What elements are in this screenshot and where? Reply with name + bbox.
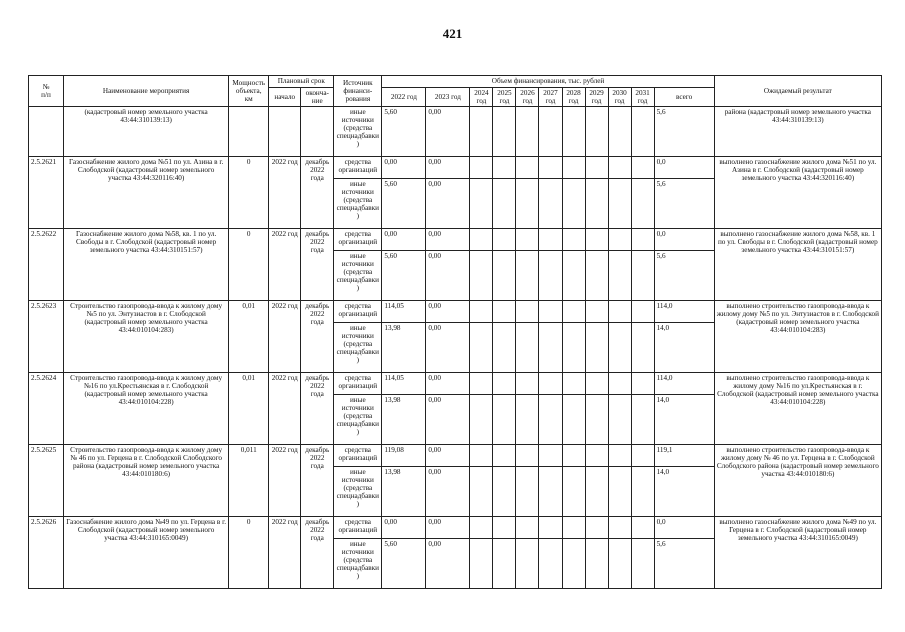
cell-empty (493, 251, 516, 301)
cell-empty (470, 251, 493, 301)
row-end: декабрь 2022 года (301, 301, 334, 373)
row-source: средства организаций (334, 517, 382, 539)
row-source: иные источники (средства спецнадбавки) (334, 323, 382, 373)
cell-empty (493, 517, 516, 539)
header-year: 2025 год (493, 88, 516, 107)
cell-empty (539, 395, 562, 445)
cell-total: 14,0 (654, 395, 714, 445)
row-source: иные источники (средства спецнадбавки) (334, 107, 382, 157)
row-start: 2022 год (269, 517, 301, 589)
header-end: оконча-ние (301, 88, 334, 107)
cell-total: 119,1 (654, 445, 714, 467)
row-source: иные источники (средства спецнадбавки) (334, 539, 382, 589)
cell-2022: 13,98 (382, 323, 426, 373)
row-source: средства организаций (334, 445, 382, 467)
cell-2023: 0,00 (426, 517, 470, 539)
cell-empty (516, 323, 539, 373)
row-source: иные источники (средства спецнадбавки) (334, 179, 382, 229)
cell-2023: 0,00 (426, 467, 470, 517)
cell-empty (539, 539, 562, 589)
row-number: 2.5.2626 (29, 517, 64, 589)
cell-empty (493, 467, 516, 517)
cell-empty (562, 373, 585, 395)
cell-total: 5,6 (654, 179, 714, 229)
cell-empty (470, 157, 493, 179)
cell-2023: 0,00 (426, 445, 470, 467)
cell-empty (608, 251, 631, 301)
cell-empty (539, 467, 562, 517)
cell-empty (539, 229, 562, 251)
cell-empty (470, 467, 493, 517)
row-end: декабрь 2022 года (301, 373, 334, 445)
row-end: декабрь 2022 года (301, 229, 334, 301)
cell-empty (608, 517, 631, 539)
row-number: 2.5.2624 (29, 373, 64, 445)
cell-empty (608, 323, 631, 373)
cell-total: 5,6 (654, 107, 714, 157)
row-source: средства организаций (334, 229, 382, 251)
row-name: (кадастровый номер земельного участка 43:44:310139:13) (64, 107, 229, 157)
cell-2022: 5,60 (382, 539, 426, 589)
cell-empty (631, 395, 654, 445)
cell-2022: 114,05 (382, 301, 426, 323)
row-source: иные источники (средства спецнадбавки) (334, 467, 382, 517)
cell-empty (539, 251, 562, 301)
row-name: Строительство газопровода-ввода к жилому дому №16 по ул.Крестьянская в г. Слободской (кадастровый номер земельного участка 43:44:010104:228) (64, 373, 229, 445)
cell-empty (608, 301, 631, 323)
header-name: Наименование мероприятия (64, 76, 229, 107)
table-row-continuation (29, 107, 882, 157)
cell-empty (585, 179, 608, 229)
row-number: 2.5.2622 (29, 229, 64, 301)
cell-empty (562, 395, 585, 445)
header-year: 2026 год (516, 88, 539, 107)
table-row (29, 445, 882, 467)
cell-empty (631, 539, 654, 589)
financing-table (28, 75, 882, 589)
cell-empty (562, 323, 585, 373)
cell-total: 0,0 (654, 229, 714, 251)
cell-empty (585, 323, 608, 373)
row-power: 0,01 (229, 301, 269, 373)
cell-total: 114,0 (654, 373, 714, 395)
row-name: Строительство газопровода-ввода к жилому дому № 46 по ул. Герцена в г. Слободской Слободского района (кадастровый номер земельного участка 43:44:010180:6) (64, 445, 229, 517)
cell-empty (608, 395, 631, 445)
header-year: 2027 год (539, 88, 562, 107)
cell-empty (608, 467, 631, 517)
cell-empty (608, 179, 631, 229)
row-source: средства организаций (334, 373, 382, 395)
row-result: выполнено газоснабжение жилого дома №58, кв. 1 по ул. Свободы в г. Слободской (кадастровый номер земельного участка 43:44:310151:57) (714, 229, 881, 301)
cell-empty (493, 445, 516, 467)
cell-empty (470, 445, 493, 467)
cell-empty (585, 229, 608, 251)
cell-empty (516, 517, 539, 539)
cell-2023: 0,00 (426, 157, 470, 179)
row-end: декабрь 2022 года (301, 445, 334, 517)
header-year: 2023 год (426, 88, 470, 107)
cell-empty (493, 229, 516, 251)
row-start: 2022 год (269, 229, 301, 301)
cell-total: 14,0 (654, 323, 714, 373)
cell-2023: 0,00 (426, 229, 470, 251)
cell-empty (631, 517, 654, 539)
header-year: 2024 год (470, 88, 493, 107)
row-power: 0 (229, 157, 269, 229)
cell-empty (493, 301, 516, 323)
cell-empty (516, 301, 539, 323)
row-end: декабрь 2022 года (301, 517, 334, 589)
header-power: Мощность объекта, км (229, 76, 269, 107)
cell-empty (608, 157, 631, 179)
cell-empty (516, 467, 539, 517)
row-name: Газоснабжение жилого дома №58, кв. 1 по ул. Свободы в г. Слободской (кадастровый номер земельного участка 43:44:310151:57) (64, 229, 229, 301)
cell-empty (516, 445, 539, 467)
cell-empty (470, 301, 493, 323)
cell-empty (631, 373, 654, 395)
row-name: Газоснабжение жилого дома №51 по ул. Азина в г. Слободской (кадастровый номер земельного участка 43:44:320116:40) (64, 157, 229, 229)
cell-2023: 0,00 (426, 323, 470, 373)
cell-empty (539, 517, 562, 539)
row-source: средства организаций (334, 157, 382, 179)
cell-empty (631, 229, 654, 251)
cell-2022: 13,98 (382, 395, 426, 445)
cell-empty (631, 467, 654, 517)
cell-empty (539, 373, 562, 395)
header-source: Источник финанси-рования (334, 76, 382, 107)
table-row (29, 517, 882, 539)
cell-empty (562, 179, 585, 229)
row-power: 0,011 (229, 445, 269, 517)
cell-empty (562, 445, 585, 467)
row-name: Газоснабжение жилого дома №49 по ул. Герцена в г. Слободской (кадастровый номер земельного участка 43:44:310165:0049) (64, 517, 229, 589)
header-result: Ожидаемый результат (714, 76, 881, 107)
cell-empty (631, 179, 654, 229)
cell-2023: 0,00 (426, 373, 470, 395)
cell-empty (585, 445, 608, 467)
cell-empty (493, 539, 516, 589)
cell-empty (539, 301, 562, 323)
cell-empty (562, 229, 585, 251)
cell-total: 0,0 (654, 157, 714, 179)
row-source: иные источники (средства спецнадбавки) (334, 251, 382, 301)
header-year: 2022 год (382, 88, 426, 107)
row-result: выполнено газоснабжение жилого дома №51 по ул. Азина в г. Слободской (кадастровый номер земельного участка 43:44:320116:40) (714, 157, 881, 229)
cell-2022: 5,60 (382, 179, 426, 229)
cell-2023: 0,00 (426, 539, 470, 589)
cell-empty (470, 373, 493, 395)
cell-empty (539, 179, 562, 229)
row-result: района (кадастровый номер земельного участка 43:44:310139:13) (714, 107, 881, 157)
row-end: декабрь 2022 года (301, 157, 334, 229)
cell-empty (585, 539, 608, 589)
page-number: 421 (442, 26, 463, 41)
cell-empty (631, 323, 654, 373)
table-row (29, 229, 882, 251)
cell-empty (493, 157, 516, 179)
row-number: 2.5.2623 (29, 301, 64, 373)
cell-empty (631, 157, 654, 179)
cell-2022: 0,00 (382, 229, 426, 251)
cell-empty (631, 445, 654, 467)
cell-empty (585, 517, 608, 539)
header-total: всего (654, 88, 714, 107)
cell-empty (562, 539, 585, 589)
row-source: средства организаций (334, 301, 382, 323)
header-year: 2031 год (631, 88, 654, 107)
cell-empty (562, 251, 585, 301)
cell-empty (562, 301, 585, 323)
row-power: 0 (229, 229, 269, 301)
header-year: 2028 год (562, 88, 585, 107)
cell-empty (608, 539, 631, 589)
row-start: 2022 год (269, 373, 301, 445)
cell-empty (562, 157, 585, 179)
cell-empty (516, 251, 539, 301)
cell-2022: 114,05 (382, 373, 426, 395)
cell-2022: 0,00 (382, 517, 426, 539)
cell-total: 5,6 (654, 251, 714, 301)
cell-empty (470, 179, 493, 229)
cell-empty (608, 229, 631, 251)
row-number: 2.5.2625 (29, 445, 64, 517)
cell-total: 0,0 (654, 517, 714, 539)
cell-empty (493, 395, 516, 445)
cell-2022: 5,60 (382, 107, 426, 157)
cell-total: 14,0 (654, 467, 714, 517)
cell-empty (631, 301, 654, 323)
table-row (29, 157, 882, 179)
cell-empty (470, 539, 493, 589)
cell-2023: 0,00 (426, 301, 470, 323)
cell-2022: 0,00 (382, 157, 426, 179)
cell-empty (562, 517, 585, 539)
cell-empty (493, 373, 516, 395)
header-num: № п/п (29, 76, 64, 107)
table-row (29, 373, 882, 395)
row-result: выполнено газоснабжение жилого дома №49 по ул. Герцена в г. Слободской (кадастровый номер земельного участка 43:44:310165:0049) (714, 517, 881, 589)
row-result: выполнено строительство газопровода-ввода к жилому дому №5 по ул. Энтузиастов в г. Слободской (кадастровый номер земельного участка 43:44:010104:283) (714, 301, 881, 373)
row-result: выполнено строительство газопровода-ввода к жилому дому № 46 по ул. Герцена в г. Слободской Слободского района (кадастровый номер земельного участка 43:44:010180:6) (714, 445, 881, 517)
cell-2022: 13,98 (382, 467, 426, 517)
row-start: 2022 год (269, 445, 301, 517)
row-start: 2022 год (269, 157, 301, 229)
cell-empty (516, 179, 539, 229)
cell-empty (585, 301, 608, 323)
row-start: 2022 год (269, 301, 301, 373)
cell-empty (608, 373, 631, 395)
row-number: 2.5.2621 (29, 157, 64, 229)
cell-empty (608, 445, 631, 467)
cell-empty (470, 395, 493, 445)
cell-empty (516, 395, 539, 445)
row-power: 0,01 (229, 373, 269, 445)
cell-total: 5,6 (654, 539, 714, 589)
cell-empty (585, 373, 608, 395)
header-year: 2029 год (585, 88, 608, 107)
cell-empty (585, 157, 608, 179)
cell-empty (631, 251, 654, 301)
cell-empty (562, 467, 585, 517)
cell-empty (516, 373, 539, 395)
cell-2023: 0,00 (426, 395, 470, 445)
cell-2023: 0,00 (426, 107, 470, 157)
cell-empty (470, 229, 493, 251)
cell-empty (585, 251, 608, 301)
cell-empty (539, 445, 562, 467)
header-start: начало (269, 88, 301, 107)
cell-empty (516, 539, 539, 589)
cell-empty (493, 323, 516, 373)
cell-empty (470, 323, 493, 373)
cell-empty (585, 395, 608, 445)
row-power: 0 (229, 517, 269, 589)
cell-empty (585, 467, 608, 517)
row-name: Строительство газопровода-ввода к жилому дому №5 по ул. Энтузиастов в г. Слободской (кадастровый номер земельного участка 43:44:010104:283) (64, 301, 229, 373)
cell-empty (539, 157, 562, 179)
cell-empty (539, 323, 562, 373)
cell-empty (470, 517, 493, 539)
cell-2022: 119,08 (382, 445, 426, 467)
header-volume: Объем финансирования, тыс. рублей (382, 76, 714, 88)
row-source: иные источники (средства спецнадбавки) (334, 395, 382, 445)
cell-empty (493, 179, 516, 229)
table-row (29, 301, 882, 323)
cell-2023: 0,00 (426, 251, 470, 301)
cell-2023: 0,00 (426, 179, 470, 229)
table-header (29, 76, 882, 107)
cell-empty (516, 157, 539, 179)
cell-2022: 5,60 (382, 251, 426, 301)
cell-empty (516, 229, 539, 251)
header-term: Плановый срок (269, 76, 334, 88)
cell-total: 114,0 (654, 301, 714, 323)
row-result: выполнено строительство газопровода-ввода к жилому дому №16 по ул.Крестьянская в г. Слободской (кадастровый номер земельного участка 43:44:010104:228) (714, 373, 881, 445)
header-year: 2030 год (608, 88, 631, 107)
